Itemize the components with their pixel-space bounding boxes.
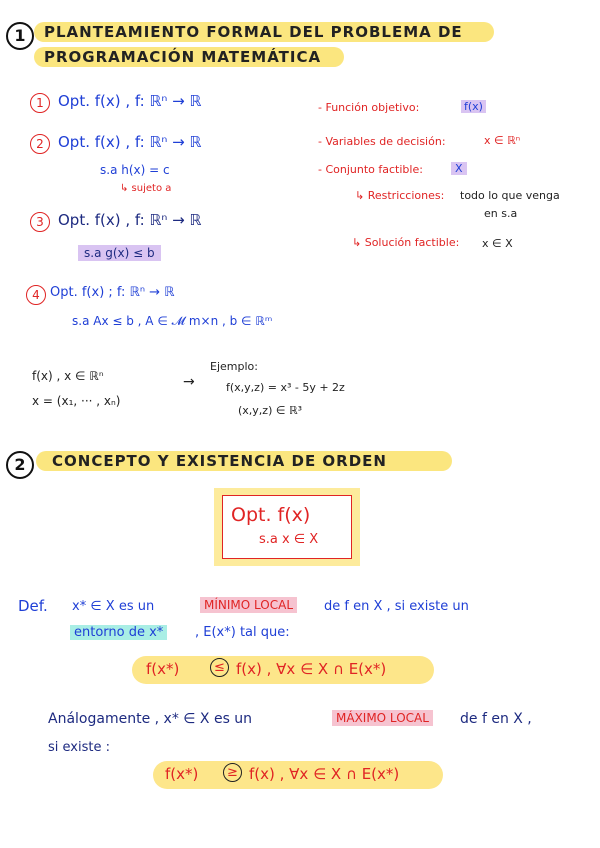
restrictions-label: ↳ Restricciones:: [355, 189, 445, 202]
def-min-entorno: entorno de x*: [70, 625, 167, 640]
problem-3-constraint: s.a g(x) ≤ b: [78, 245, 161, 261]
problem-4-number: 4: [26, 285, 46, 305]
def-min-text-3: , E(x*) tal que:: [195, 625, 290, 640]
def-min-text-2: de f en X , si existe un: [324, 599, 469, 614]
problem-2-statement: Opt. f(x) , f: ℝⁿ → ℝ: [58, 133, 202, 151]
def-min-text-1: x* ∈ X es un: [72, 599, 155, 614]
restrictions-value-2: en s.a: [484, 207, 518, 220]
section-2-number: 2: [6, 451, 34, 479]
def-min-highlight: MÍNIMO LOCAL: [200, 597, 297, 613]
problem-2-note: ↳ sujeto a: [120, 183, 172, 194]
problem-1-number: 1: [30, 93, 50, 113]
def-min-formula-right: f(x) , ∀x ∈ X ∩ E(x*): [236, 660, 387, 678]
def-min-formula-left: f(x*): [146, 660, 180, 678]
def-max-formula: [153, 761, 443, 789]
variables-label: - Variables de decisión:: [318, 135, 446, 148]
section-2-title: CONCEPTO Y EXISTENCIA DE ORDEN: [36, 451, 452, 471]
objective-value: f(x): [461, 100, 486, 113]
restrictions-value-1: todo lo que venga: [460, 189, 560, 202]
example-line-1: f(x,y,z) = x³ - 5y + 2z: [226, 381, 345, 394]
def-min-formula-op: ≤: [210, 658, 229, 677]
example-arrow: →: [183, 374, 195, 390]
problem-1-statement: Opt. f(x) , f: ℝⁿ → ℝ: [58, 92, 202, 110]
boxed-problem-frame: [222, 495, 352, 559]
example-left-2: x = (x₁, ··· , xₙ): [32, 394, 121, 408]
section-1-title-line-1: PLANTEAMIENTO FORMAL DEL PROBLEMA DE: [34, 22, 494, 42]
variables-value: x ∈ ℝⁿ: [484, 134, 521, 147]
problem-4-statement: Opt. f(x) ; f: ℝⁿ → ℝ: [50, 285, 175, 300]
def-max-text-1: Análogamente , x* ∈ X es un: [48, 711, 253, 727]
example-label: Ejemplo:: [210, 360, 258, 373]
boxed-problem: [214, 488, 360, 566]
def-max-formula-op: ≥: [223, 763, 242, 782]
problem-4-constraint: s.a Ax ≤ b , A ∈ 𝓜 m×n , b ∈ ℝᵐ: [72, 314, 273, 328]
feasible-value: X: [451, 162, 467, 175]
feasible-label: - Conjunto factible:: [318, 163, 423, 176]
boxed-line-2: s.a x ∈ X: [259, 532, 319, 547]
boxed-line-1: Opt. f(x): [231, 504, 311, 526]
def-max-highlight: MÁXIMO LOCAL: [332, 710, 433, 726]
problem-2-number: 2: [30, 134, 50, 154]
example-left-1: f(x) , x ∈ ℝⁿ: [32, 369, 104, 383]
problem-3-statement: Opt. f(x) , f: ℝⁿ → ℝ: [58, 211, 202, 229]
section-1-title-line-2: PROGRAMACIÓN MATEMÁTICA: [34, 47, 344, 67]
problem-3-number: 3: [30, 212, 50, 232]
objective-label: - Función objetivo:: [318, 101, 420, 114]
solution-value: x ∈ X: [482, 237, 513, 250]
def-prefix: Def.: [18, 597, 48, 615]
def-max-formula-right: f(x) , ∀x ∈ X ∩ E(x*): [249, 765, 400, 783]
def-max-formula-left: f(x*): [165, 765, 199, 783]
example-line-2: (x,y,z) ∈ ℝ³: [238, 404, 303, 417]
section-1-number: 1: [6, 22, 34, 50]
def-min-formula: [132, 656, 434, 684]
problem-2-constraint: s.a h(x) = c: [100, 163, 170, 177]
def-max-text-2: de f en X ,: [460, 711, 532, 727]
def-max-text-3: si existe :: [48, 740, 110, 755]
solution-label: ↳ Solución factible:: [352, 236, 460, 249]
